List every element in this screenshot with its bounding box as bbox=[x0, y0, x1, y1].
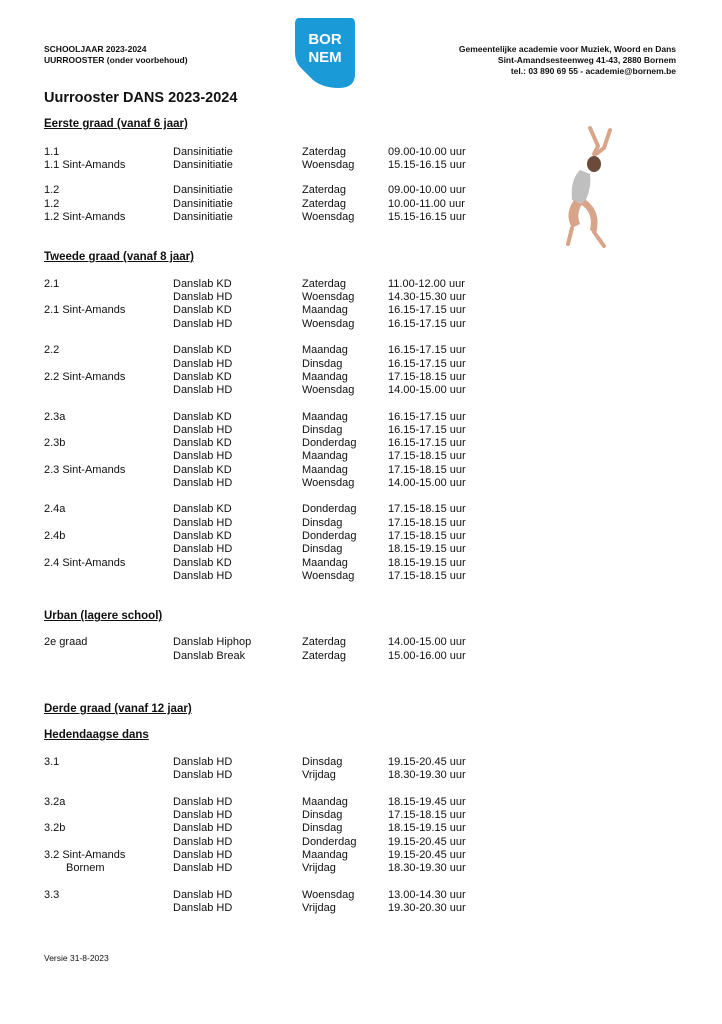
time-slot: 09.00-10.00 uur bbox=[388, 184, 466, 196]
class-group: 1.2 bbox=[44, 184, 60, 196]
course-name: Danslab KD bbox=[173, 371, 232, 383]
class-group: 2.1 bbox=[44, 278, 60, 290]
table-row bbox=[0, 503, 722, 516]
table-row bbox=[0, 570, 722, 583]
weekday: Zaterdag bbox=[302, 278, 347, 290]
weekday: Zaterdag bbox=[302, 636, 347, 648]
header-left bbox=[44, 44, 188, 66]
table-row bbox=[0, 211, 722, 224]
table-row bbox=[0, 769, 722, 782]
weekday: Maandag bbox=[302, 304, 348, 316]
schedule-note: UURROOSTER (onder voorbehoud) bbox=[44, 55, 188, 65]
table-row bbox=[0, 278, 722, 291]
academy-contact: tel.: 03 890 69 55 - academie@bornem.be bbox=[510, 66, 676, 76]
class-group: 2.3 Sint-Amands bbox=[44, 464, 126, 476]
course-name: Danslab KD bbox=[173, 344, 232, 356]
course-name: Danslab HD bbox=[173, 862, 233, 874]
course-name: Danslab HD bbox=[173, 424, 233, 436]
weekday: Maandag bbox=[302, 371, 348, 383]
course-name: Danslab HD bbox=[173, 756, 233, 768]
time-slot: 17.15-18.15 uur bbox=[388, 464, 466, 476]
course-name: Danslab HD bbox=[173, 822, 233, 834]
time-slot: 18.15-19.45 uur bbox=[388, 796, 466, 808]
table-row bbox=[0, 517, 722, 530]
weekday: Zaterdag bbox=[302, 184, 347, 196]
time-slot: 14.00-15.00 uur bbox=[388, 636, 466, 648]
table-row bbox=[0, 318, 722, 331]
course-name: Danslab HD bbox=[173, 543, 233, 555]
weekday: Zaterdag bbox=[302, 650, 347, 662]
header-right bbox=[459, 44, 676, 77]
time-slot: 19.30-20.30 uur bbox=[388, 902, 466, 914]
time-slot: 17.15-18.15 uur bbox=[388, 530, 466, 542]
course-name: Danslab Break bbox=[173, 650, 246, 662]
weekday: Woensdag bbox=[302, 477, 355, 489]
weekday: Donderdag bbox=[302, 530, 357, 542]
weekday: Donderdag bbox=[302, 836, 357, 848]
table-row bbox=[0, 849, 722, 862]
time-slot: 17.15-18.15 uur bbox=[388, 371, 466, 383]
course-name: Danslab KD bbox=[173, 437, 232, 449]
course-name: Danslab HD bbox=[173, 358, 233, 370]
course-name: Danslab KD bbox=[173, 530, 232, 542]
course-name: Danslab KD bbox=[173, 464, 232, 476]
weekday: Woensdag bbox=[302, 291, 355, 303]
time-slot: 18.15-19.15 uur bbox=[388, 557, 466, 569]
class-group: 3.2b bbox=[44, 822, 66, 834]
table-row bbox=[0, 304, 722, 317]
weekday: Dinsdag bbox=[302, 517, 343, 529]
academy-name: Gemeentelijke academie voor Muziek, Woord en Dans bbox=[458, 44, 676, 54]
table-row bbox=[0, 291, 722, 304]
weekday: Woensdag bbox=[302, 889, 355, 901]
table-row bbox=[0, 424, 722, 437]
time-slot: 16.15-17.15 uur bbox=[388, 437, 466, 449]
class-group: 2.1 Sint-Amands bbox=[44, 304, 126, 316]
table-row bbox=[0, 450, 722, 463]
version-note: Versie 31-8-2023 bbox=[44, 953, 109, 963]
time-slot: 10.00-11.00 uur bbox=[388, 198, 465, 210]
table-row bbox=[0, 384, 722, 397]
weekday: Maandag bbox=[302, 450, 348, 462]
section-tweede-graad: Tweede graad (vanaf 8 jaar) bbox=[44, 251, 194, 263]
weekday: Woensdag bbox=[302, 384, 355, 396]
time-slot: 14.30-15.30 uur bbox=[388, 291, 466, 303]
class-group: 3.1 bbox=[44, 756, 60, 768]
class-group: 3.2a bbox=[44, 796, 66, 808]
time-slot: 18.30-19.30 uur bbox=[388, 769, 466, 781]
table-row bbox=[0, 184, 722, 197]
table-row bbox=[0, 344, 722, 357]
class-group: 2.4a bbox=[44, 503, 66, 515]
section-urban: Urban (lagere school) bbox=[44, 610, 163, 622]
table-row bbox=[0, 464, 722, 477]
time-slot: 16.15-17.15 uur bbox=[388, 411, 466, 423]
weekday: Woensdag bbox=[302, 159, 355, 171]
course-name: Danslab HD bbox=[173, 796, 233, 808]
class-group: 2e graad bbox=[44, 636, 88, 648]
time-slot: 16.15-17.15 uur bbox=[388, 304, 466, 316]
course-name: Danslab KD bbox=[173, 278, 232, 290]
weekday: Woensdag bbox=[302, 211, 355, 223]
weekday: Dinsdag bbox=[302, 809, 343, 821]
time-slot: 17.15-18.15 uur bbox=[388, 450, 466, 462]
table-row bbox=[0, 822, 722, 835]
table-row bbox=[0, 809, 722, 822]
course-name: Danslab HD bbox=[173, 769, 233, 781]
weekday: Woensdag bbox=[302, 570, 355, 582]
table-row bbox=[0, 796, 722, 809]
table-row bbox=[0, 159, 722, 172]
weekday: Vrijdag bbox=[302, 769, 336, 781]
time-slot: 19.15-20.45 uur bbox=[388, 836, 466, 848]
time-slot: 14.00-15.00 uur bbox=[388, 477, 466, 489]
time-slot: 16.15-17.15 uur bbox=[388, 358, 466, 370]
time-slot: 19.15-20.45 uur bbox=[388, 756, 466, 768]
course-name: Danslab HD bbox=[173, 517, 233, 529]
class-group: 1.1 Sint-Amands bbox=[44, 159, 126, 171]
class-group: Bornem bbox=[66, 862, 105, 874]
course-name: Danslab HD bbox=[173, 902, 233, 914]
class-group: 2.4b bbox=[44, 530, 66, 542]
weekday: Zaterdag bbox=[302, 146, 347, 158]
weekday: Maandag bbox=[302, 849, 348, 861]
class-group: 1.1 bbox=[44, 146, 60, 158]
weekday: Woensdag bbox=[302, 318, 355, 330]
course-name: Danslab HD bbox=[173, 809, 233, 821]
weekday: Maandag bbox=[302, 411, 348, 423]
school-year: SCHOOLJAAR 2023-2024 bbox=[44, 44, 147, 54]
table-row bbox=[0, 530, 722, 543]
course-name: Danslab HD bbox=[173, 291, 233, 303]
section-hedendaagse-dans: Hedendaagse dans bbox=[44, 729, 149, 741]
weekday: Vrijdag bbox=[302, 902, 336, 914]
table-row bbox=[0, 371, 722, 384]
table-row bbox=[0, 650, 722, 663]
weekday: Dinsdag bbox=[302, 822, 343, 834]
table-row bbox=[0, 477, 722, 490]
course-name: Danslab Hiphop bbox=[173, 636, 252, 648]
time-slot: 11.00-12.00 uur bbox=[388, 278, 465, 290]
time-slot: 18.15-19.15 uur bbox=[388, 822, 466, 834]
section-derde-graad: Derde graad (vanaf 12 jaar) bbox=[44, 703, 192, 715]
time-slot: 17.15-18.15 uur bbox=[388, 570, 466, 582]
table-row bbox=[0, 198, 722, 211]
time-slot: 17.15-18.15 uur bbox=[388, 517, 466, 529]
class-group: 2.4 Sint-Amands bbox=[44, 557, 126, 569]
time-slot: 18.15-19.15 uur bbox=[388, 543, 466, 555]
class-group: 2.3a bbox=[44, 411, 66, 423]
weekday: Dinsdag bbox=[302, 358, 343, 370]
time-slot: 16.15-17.15 uur bbox=[388, 424, 466, 436]
course-name: Danslab HD bbox=[173, 318, 233, 330]
course-name: Danslab KD bbox=[173, 304, 232, 316]
course-name: Danslab HD bbox=[173, 477, 233, 489]
time-slot: 14.00-15.00 uur bbox=[388, 384, 466, 396]
time-slot: 09.00-10.00 uur bbox=[388, 146, 466, 158]
table-row bbox=[0, 862, 722, 875]
table-row bbox=[0, 889, 722, 902]
weekday: Dinsdag bbox=[302, 756, 343, 768]
class-group: 2.2 bbox=[44, 344, 60, 356]
table-row bbox=[0, 902, 722, 915]
course-name: Dansinitiatie bbox=[173, 184, 233, 196]
course-name: Danslab HD bbox=[173, 450, 233, 462]
weekday: Maandag bbox=[302, 796, 348, 808]
time-slot: 16.15-17.15 uur bbox=[388, 318, 466, 330]
time-slot: 17.15-18.15 uur bbox=[388, 503, 466, 515]
logo-line-1: BOR bbox=[308, 31, 342, 48]
course-name: Danslab HD bbox=[173, 384, 233, 396]
class-group: 1.2 bbox=[44, 198, 60, 210]
table-row bbox=[0, 557, 722, 570]
bornem-logo bbox=[293, 14, 357, 90]
course-name: Dansinitiatie bbox=[173, 159, 233, 171]
logo-line-2: NEM bbox=[308, 49, 342, 66]
course-name: Danslab KD bbox=[173, 557, 232, 569]
time-slot: 16.15-17.15 uur bbox=[388, 344, 466, 356]
academy-address: Sint-Amandsesteenweg 41-43, 2880 Bornem bbox=[497, 55, 676, 65]
weekday: Dinsdag bbox=[302, 543, 343, 555]
table-row bbox=[0, 836, 722, 849]
class-group: 2.3b bbox=[44, 437, 66, 449]
course-name: Danslab HD bbox=[173, 570, 233, 582]
table-row bbox=[0, 411, 722, 424]
class-group: 3.2 Sint-Amands bbox=[44, 849, 126, 861]
table-row bbox=[0, 437, 722, 450]
weekday: Donderdag bbox=[302, 503, 357, 515]
weekday: Maandag bbox=[302, 344, 348, 356]
course-name: Danslab HD bbox=[173, 836, 233, 848]
course-name: Dansinitiatie bbox=[173, 146, 233, 158]
section-eerste-graad: Eerste graad (vanaf 6 jaar) bbox=[44, 118, 188, 130]
table-row bbox=[0, 146, 722, 159]
page-title: Uurrooster DANS 2023-2024 bbox=[44, 90, 238, 106]
time-slot: 19.15-20.45 uur bbox=[388, 849, 466, 861]
weekday: Zaterdag bbox=[302, 198, 347, 210]
course-name: Dansinitiatie bbox=[173, 211, 233, 223]
course-name: Danslab KD bbox=[173, 411, 232, 423]
weekday: Maandag bbox=[302, 464, 348, 476]
class-group: 3.3 bbox=[44, 889, 60, 901]
table-row bbox=[0, 636, 722, 649]
weekday: Donderdag bbox=[302, 437, 357, 449]
time-slot: 17.15-18.15 uur bbox=[388, 809, 466, 821]
class-group: 2.2 Sint-Amands bbox=[44, 371, 126, 383]
weekday: Vrijdag bbox=[302, 862, 336, 874]
class-group: 1.2 Sint-Amands bbox=[44, 211, 126, 223]
time-slot: 15.15-16.15 uur bbox=[388, 159, 466, 171]
time-slot: 15.00-16.00 uur bbox=[388, 650, 466, 662]
table-row bbox=[0, 358, 722, 371]
weekday: Maandag bbox=[302, 557, 348, 569]
course-name: Danslab HD bbox=[173, 889, 233, 901]
course-name: Danslab KD bbox=[173, 503, 232, 515]
weekday: Dinsdag bbox=[302, 424, 343, 436]
time-slot: 18.30-19.30 uur bbox=[388, 862, 466, 874]
table-row bbox=[0, 756, 722, 769]
course-name: Dansinitiatie bbox=[173, 198, 233, 210]
time-slot: 15.15-16.15 uur bbox=[388, 211, 466, 223]
time-slot: 13.00-14.30 uur bbox=[388, 889, 466, 901]
table-row bbox=[0, 543, 722, 556]
course-name: Danslab HD bbox=[173, 849, 233, 861]
